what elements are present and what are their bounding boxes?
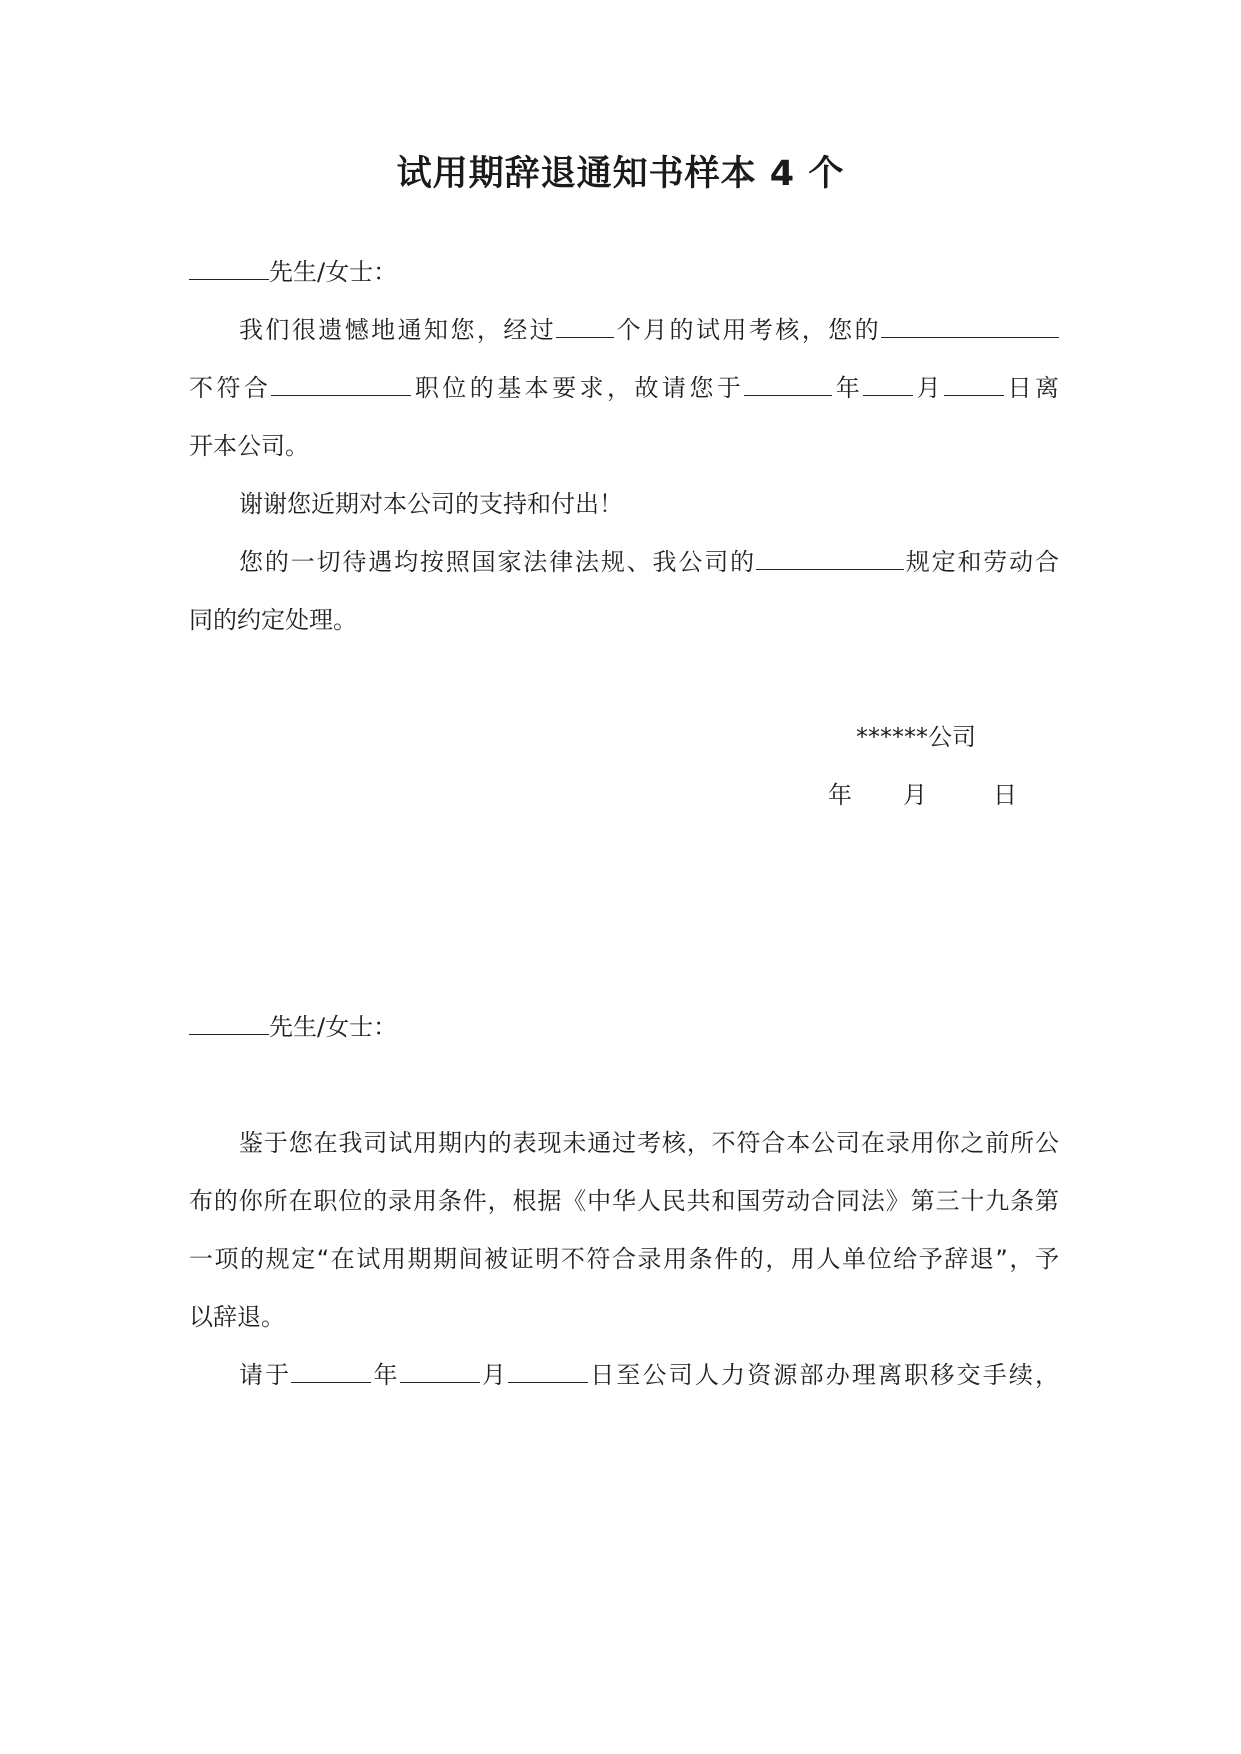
day-blank — [508, 1358, 588, 1383]
salutation-text: 先生/女士： — [269, 258, 398, 286]
notice1-paragraph2: 谢谢您近期对本公司的支持和付出！ — [239, 490, 623, 518]
notice2-paragraph1-line2: 布的你所在职位的录用条件，根据《中华人民共和国劳动合同法》第三十九条第 — [189, 1187, 1059, 1215]
year-blank — [291, 1358, 371, 1383]
name-blank — [189, 1010, 269, 1035]
notice1-paragraph1-line1: 我们很遗憾地通知您，经过 个月的试用考核，您的 — [239, 313, 1059, 347]
document-title: 试用期辞退通知书样本 4 个 — [396, 154, 845, 194]
notice2-paragraph1-line3: 一项的规定“在试用期期间被证明不符合录用条件的，用人单位给予辞退”，予 — [189, 1245, 1059, 1273]
month-blank — [400, 1358, 480, 1383]
notice1-paragraph3-line2: 同的约定处理。 — [189, 606, 357, 634]
performance-blank — [881, 313, 1059, 338]
notice1-paragraph3-line1: 您的一切待遇均按照国家法律法规、我公司的 规定和劳动合 — [239, 545, 1059, 579]
year-blank — [744, 371, 832, 396]
notice1-paragraph1-line3: 开本公司。 — [189, 432, 309, 460]
notice1-paragraph1-line2: 不符合 职位的基本要求，故请您于 年 月 日离 — [189, 371, 1059, 405]
date-day-label: 日 — [993, 781, 1017, 809]
notice2-salutation — [189, 1010, 1059, 1044]
notice2-paragraph1-line1: 鉴于您在我司试用期内的表现未通过考核，不符合本公司在录用你之前所公 — [239, 1129, 1059, 1157]
notice2-paragraph1-line4: 以辞退。 — [189, 1303, 285, 1331]
month-blank — [863, 371, 913, 396]
name-blank — [189, 255, 269, 280]
day-blank — [944, 371, 1004, 396]
notice2-paragraph2-line1: 请于 年 月 日至公司人力资源部办理离职移交手续， — [239, 1358, 1059, 1392]
salutation-text: 先生/女士： — [269, 1013, 398, 1041]
regulation-blank — [756, 545, 904, 570]
company-signature: ******公司 — [856, 723, 976, 751]
position-blank — [271, 371, 411, 396]
months-blank — [556, 313, 614, 338]
date-month-label: 月 — [903, 781, 927, 809]
date-year-label: 年 — [828, 781, 852, 809]
notice1-salutation — [189, 255, 1059, 289]
